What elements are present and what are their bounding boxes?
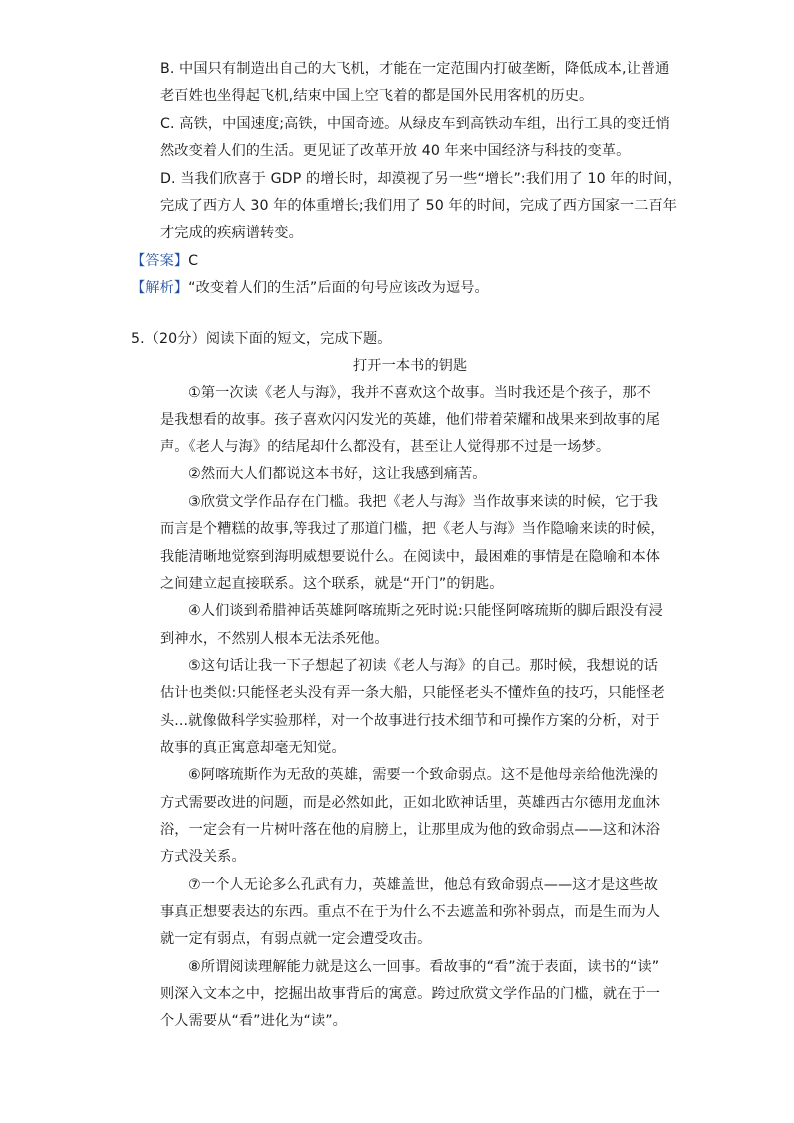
paragraph-6-line-4: 方式没关系。 — [160, 849, 246, 865]
paragraph-7-line-3: 就一定有弱点，有弱点就一定会遭受攻击。 — [160, 931, 432, 947]
paragraph-7-line-2: 事真正想要表达的东西。重点不在于为什么不去遮盖和弥补弱点，而是生而为人 — [160, 904, 661, 920]
option-b-line-2: 老百姓也坐得起飞机,结束中国上空飞着的都是国外民用客机的历史。 — [160, 88, 594, 104]
paragraph-5-line-2: 估计也类似:只能怪老头没有弄一条大船，只能怪老头不懂炸鱼的技巧，只能怪老 — [160, 685, 665, 701]
option-d-line-2: 完成了西方人 30 年的体重增长;我们用了 50 年的时间，完成了西方国家一二百年 — [160, 198, 678, 214]
paragraph-6-line-1: ⑥阿喀琉斯作为无敌的英雄，需要一个致命弱点。这不是他母亲给他洗澡的 — [188, 767, 659, 783]
paragraph-5-line-1: ⑤这句话让我一下子想起了初读《老人与海》的自己。那时候，我想说的话 — [188, 658, 659, 674]
analysis-tag: 【解析】 — [131, 280, 189, 296]
paragraph-8-line-1: ⑧所谓阅读理解能力就是这么一回事。看故事的“看”流于表面，读书的“读” — [188, 959, 660, 975]
paragraph-5-line-4: 故事的真正寓意却毫无知觉。 — [160, 740, 346, 756]
analysis-line — [131, 279, 489, 297]
option-d-line-1: D. 当我们欣喜于 GDP 的增长时，却漠视了另一些“增长”:我们用了 10 年的时间， — [160, 171, 682, 187]
answer-text: C — [188, 253, 199, 269]
option-c-line-2: 然改变着人们的生活。更见证了改革开放 40 年来中国经济与科技的变革。 — [160, 143, 631, 159]
paragraph-6-line-2: 方式需要改进的问题，而是必然如此，正如北欧神话里，英雄西古尔德用龙血沐 — [160, 795, 661, 811]
paragraph-2-line-1: ②然而大人们都说这本书好，这让我感到痛苦。 — [188, 466, 487, 482]
question-5-header: 5.（20分）阅读下面的短文，完成下题。 — [131, 331, 392, 347]
paragraph-1-line-2: 是我想看的故事。孩子喜欢闪闪发光的英雄，他们带着荣耀和战果来到故事的尾 — [160, 412, 661, 428]
paragraph-3-line-4: 之间建立起直接联系。这个联系，就是“开门”的钥匙。 — [160, 576, 504, 592]
answer-tag: 【答案】 — [131, 253, 189, 269]
option-c-line-1: C. 高铁，中国速度;高铁，中国奇迹。从绿皮车到高铁动车组，出行工具的变迁悄 — [160, 116, 670, 132]
paragraph-1-line-1: ①第一次读《老人与海》，我并不喜欢这个故事。当时我还是个孩子，那不 — [188, 385, 651, 401]
paragraph-3-line-1: ③欣赏文学作品存在门槛。我把《老人与海》当作故事来读的时候，它于我 — [188, 494, 659, 510]
paragraph-5-line-3: 头...就像做科学实验那样，对一个故事进行技术细节和可操作方案的分析，对于 — [160, 713, 660, 729]
paragraph-8-line-3: 个人需要从“看”进化为“读”。 — [160, 1013, 347, 1029]
analysis-text: “改变着人们的生活”后面的句号应该改为逗号。 — [188, 280, 489, 296]
paragraph-3-line-3: 我能清晰地觉察到海明威想要说什么。在阅读中，最困难的事情是在隐喻和本体 — [160, 549, 661, 565]
paragraph-7-line-1: ⑦一个人无论多么孔武有力，英雄盖世，他总有致命弱点——这才是这些故 — [188, 877, 659, 893]
answer-line — [131, 252, 198, 270]
article-title: 打开一本书的钥匙 — [353, 358, 468, 374]
paragraph-3-line-2: 而言是个糟糕的故事,等我过了那道门槛，把《老人与海》当作隐喻来读的时候， — [160, 521, 665, 537]
paragraph-1-line-3: 声。《老人与海》的结尾却什么都没有，甚至让人觉得那不过是一场梦。 — [160, 439, 611, 455]
paragraph-4-line-1: ④人们谈到希腊神话英雄阿喀琉斯之死时说:只能怪阿喀琉斯的脚后跟没有浸 — [188, 603, 663, 619]
paragraph-6-line-3: 浴，一定会有一片树叶落在他的肩膀上，让那里成为他的致命弱点——这和沐浴 — [160, 822, 661, 838]
paragraph-8-line-2: 则深入文本之中，挖掘出故事背后的寓意。跨过欣赏文学作品的门槛，就在于一 — [160, 986, 661, 1002]
option-d-line-3: 才完成的疾病谱转变。 — [160, 225, 303, 241]
paragraph-4-line-2: 到神水，不然别人根本无法杀死他。 — [160, 631, 389, 647]
option-b-line-1: B. 中国只有制造出自己的大飞机，才能在一定范围内打破垄断，降低成本,让普通 — [160, 61, 670, 77]
